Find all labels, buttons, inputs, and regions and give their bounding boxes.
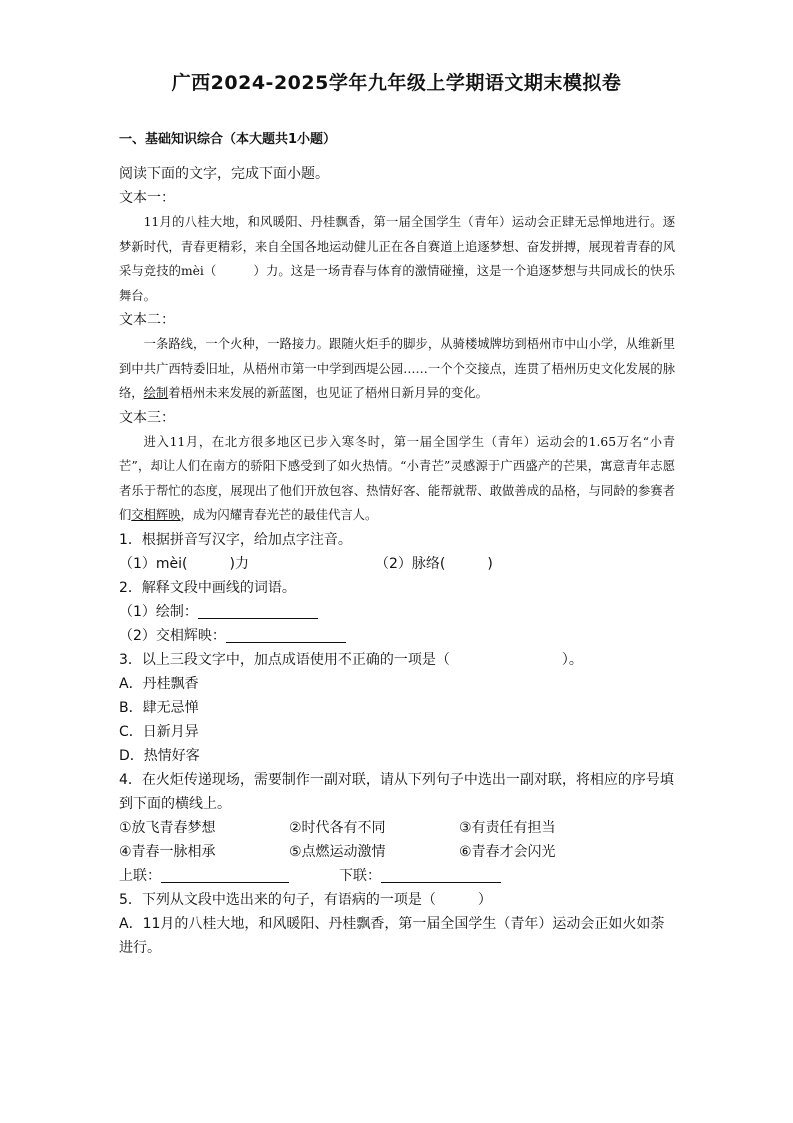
reading-instruction: 阅读下面的文字，完成下面小题。 <box>119 166 329 182</box>
q3-option-c[interactable]: C．日新月异 <box>119 723 199 740</box>
q2-part-a <box>119 600 675 624</box>
q4-upper-label: 上联： <box>119 867 161 884</box>
q2-part-a-label: （1）绘制： <box>119 603 198 620</box>
text3-label: 文本三： <box>119 409 175 426</box>
q1-stem: 1．根据拼音写汉字，给加点字注音。 <box>119 531 352 548</box>
text1-label: 文本一： <box>119 190 175 206</box>
section-heading: 一、基础知识综合（本大题共1小题） <box>119 132 337 147</box>
answer-blank[interactable] <box>381 866 501 883</box>
text1-passage: 11月的八桂大地，和风暖阳、丹桂飘香，第一届全国学生（青年）运动会正肆无忌惮地进行。逐梦新时代，青春更精彩，来自全国各地运动健儿正在各自赛道上追逐梦想、奋发拼搏，展现着青春的风采与竞技的mèi（ ）力。这是一场青春与体育的激情碰撞，这是一个追逐梦想与共同成长的快乐舞台。 <box>119 215 675 303</box>
q4-item-2: ②时代各有不同 <box>289 819 386 836</box>
q2-stem: 2．解释文段中画线的词语。 <box>119 579 296 596</box>
text2-part1: 一条路线，一个火种，一路接力。跟随火炬手的脚步，从骑楼城牌坊到梧州市中山小学，从维新里到中共广西特委旧址，从梧州市第一中学到西堤公园……一个个交接点，连贯了梧州历史文化发展的脉络， <box>119 337 675 400</box>
text2-passage <box>119 332 675 406</box>
q3-option-a[interactable]: A．丹桂飘香 <box>119 675 199 692</box>
q4-item-5: ⑤点燃运动激情 <box>289 843 386 860</box>
q1-part-a: （1）mèi( )力 <box>119 555 249 572</box>
q1-answers <box>119 552 675 576</box>
q4-items-row2 <box>119 840 675 864</box>
underlined-word-jiaoxianghuiying: 交相辉映 <box>131 508 181 522</box>
q4-upper <box>119 864 339 888</box>
q4-item-1: ①放飞青春梦想 <box>119 819 216 836</box>
text2-part2: 着梧州未来发展的新蓝图，也见证了梧州日新月异的变化。 <box>168 386 488 400</box>
answer-blank[interactable] <box>161 866 289 883</box>
q4-items-row1 <box>119 816 675 840</box>
q3-option-d[interactable]: D．热情好客 <box>119 747 200 764</box>
text3-passage <box>119 430 675 528</box>
text3-part2: ，成为闪耀青春光芒的最佳代言人。 <box>180 508 378 522</box>
q2-part-b <box>119 624 675 648</box>
q3-stem: 3．以上三段文字中，加点成语使用不正确的一项是（ ）。 <box>119 651 583 668</box>
answer-blank[interactable] <box>198 602 318 619</box>
text2-label: 文本二： <box>119 312 175 328</box>
q4-item-6: ⑥青春才会闪光 <box>459 843 556 860</box>
exam-content <box>119 130 675 960</box>
q1-part-b: （2）脉络( ) <box>375 555 493 572</box>
q4-stem: 4．在火炬传递现场，需要制作一副对联，请从下列句子中选出一副对联，将相应的序号填到下面的横线上。 <box>119 771 674 812</box>
underlined-word-huizhi: 绘制 <box>143 386 169 400</box>
q4-item-3: ③有责任有担当 <box>459 819 556 836</box>
exam-title: 广西2024-2025学年九年级上学期语文期末模拟卷 <box>171 72 622 94</box>
q5-stem: 5．下列从文段中选出来的句子，有语病的一项是（ ） <box>119 891 492 908</box>
q2-part-b-label: （2）交相辉映： <box>119 627 226 644</box>
q4-couplet-lines <box>119 864 675 888</box>
answer-blank[interactable] <box>226 626 346 643</box>
q4-lower <box>339 864 501 888</box>
q5-option-a[interactable]: A．11月的八桂大地，和风暖阳、丹桂飘香，第一届全国学生（青年）运动会正如火如荼进行。 <box>119 915 665 956</box>
q4-item-4: ④青春一脉相承 <box>119 843 216 860</box>
text3-part1: 进入11月，在北方很多地区已步入寒冬时，第一届全国学生（青年）运动会的1.65万名“小青芒”，却让人们在南方的骄阳下感受到了如火热情。“小青芒”灵感源于广西盛产的芒果，寓意青年志愿者乐于帮忙的态度，展现出了他们开放包容、热情好客、能帮就帮、敢做善成的品格，与同龄的参赛者们 <box>119 434 675 522</box>
q3-option-b[interactable]: B．肆无忌惮 <box>119 699 199 716</box>
q4-lower-label: 下联： <box>339 867 381 884</box>
